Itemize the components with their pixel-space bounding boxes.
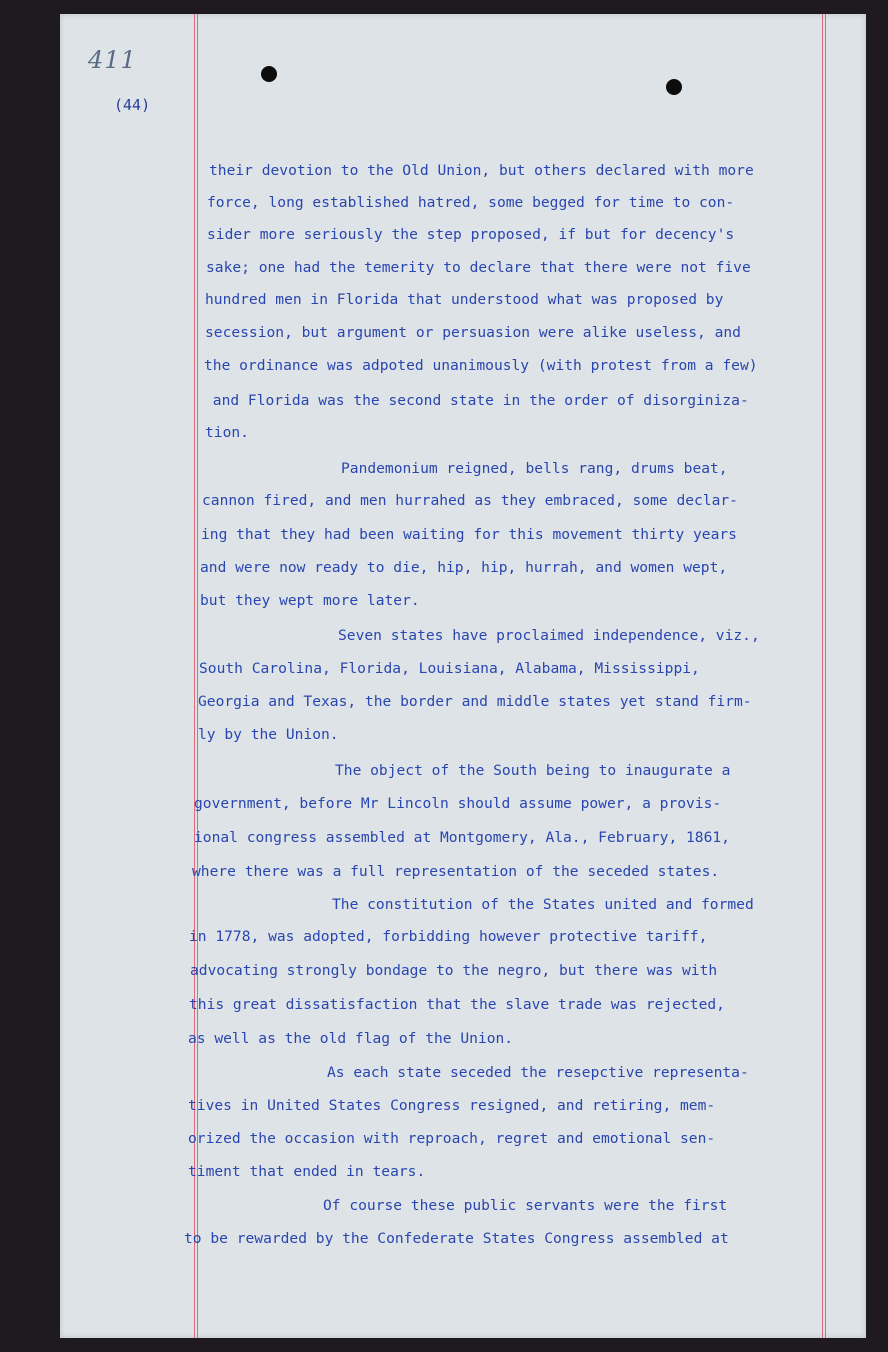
document-page bbox=[60, 14, 866, 1338]
text-line: Georgia and Texas, the border and middle states yet stand firm- bbox=[198, 693, 752, 710]
text-line: tion. bbox=[205, 424, 249, 441]
text-line: where there was a full representation of the seceded states. bbox=[192, 863, 720, 880]
punch-hole bbox=[666, 79, 682, 95]
text-line: in 1778, was adopted, forbidding however protective tariff, bbox=[189, 928, 708, 945]
text-line: the ordinance was adpoted unanimously (with protest from a few) bbox=[204, 357, 758, 374]
text-line: but they wept more later. bbox=[200, 592, 420, 609]
text-line: cannon fired, and men hurrahed as they embraced, some declar- bbox=[202, 492, 738, 509]
text-line: As each state seceded the resepctive representa- bbox=[327, 1064, 749, 1081]
text-line: this great dissatisfaction that the slave trade was rejected, bbox=[189, 996, 725, 1013]
page-number: (44) bbox=[114, 96, 151, 114]
text-line: orized the occasion with reproach, regret and emotional sen- bbox=[188, 1130, 716, 1147]
text-line: government, before Mr Lincoln should assume power, a provis- bbox=[194, 795, 722, 812]
text-line: as well as the old flag of the Union. bbox=[188, 1030, 514, 1047]
text-line: and were now ready to die, hip, hip, hurrah, and women wept, bbox=[200, 559, 728, 576]
margin-rule bbox=[825, 14, 826, 1338]
text-line: sider more seriously the step proposed, if but for decency's bbox=[207, 226, 735, 243]
text-line: Pandemonium reigned, bells rang, drums beat, bbox=[341, 460, 728, 477]
text-line: ional congress assembled at Montgomery, Ala., February, 1861, bbox=[194, 829, 730, 846]
text-line: timent that ended in tears. bbox=[188, 1163, 426, 1180]
text-line: Seven states have proclaimed independence, viz., bbox=[338, 627, 760, 644]
text-line: to be rewarded by the Confederate States Congress assembled at bbox=[184, 1230, 729, 1247]
text-line: hundred men in Florida that understood what was proposed by bbox=[205, 291, 724, 308]
text-line: The constitution of the States united and formed bbox=[332, 896, 754, 913]
text-line: Of course these public servants were the first bbox=[323, 1197, 728, 1214]
punch-hole bbox=[261, 66, 277, 82]
margin-rule bbox=[822, 14, 823, 1338]
text-line: ly by the Union. bbox=[198, 726, 339, 743]
text-line: secession, but argument or persuasion were alike useless, and bbox=[205, 324, 741, 341]
text-line: sake; one had the temerity to declare that there were not five bbox=[206, 259, 751, 276]
text-line: South Carolina, Florida, Louisiana, Alabama, Mississippi, bbox=[199, 660, 700, 677]
text-line: force, long established hatred, some begged for time to con- bbox=[207, 194, 735, 211]
text-line: The object of the South being to inaugurate a bbox=[335, 762, 731, 779]
text-line: ing that they had been waiting for this movement thirty years bbox=[201, 526, 737, 543]
handwritten-folio-number: 411 bbox=[88, 46, 137, 74]
text-line: tives in United States Congress resigned, and retiring, mem- bbox=[188, 1097, 716, 1114]
text-line: their devotion to the Old Union, but others declared with more bbox=[209, 162, 754, 179]
text-line: and Florida was the second state in the order of disorginiza- bbox=[204, 392, 749, 409]
text-line: advocating strongly bondage to the negro, but there was with bbox=[190, 962, 718, 979]
